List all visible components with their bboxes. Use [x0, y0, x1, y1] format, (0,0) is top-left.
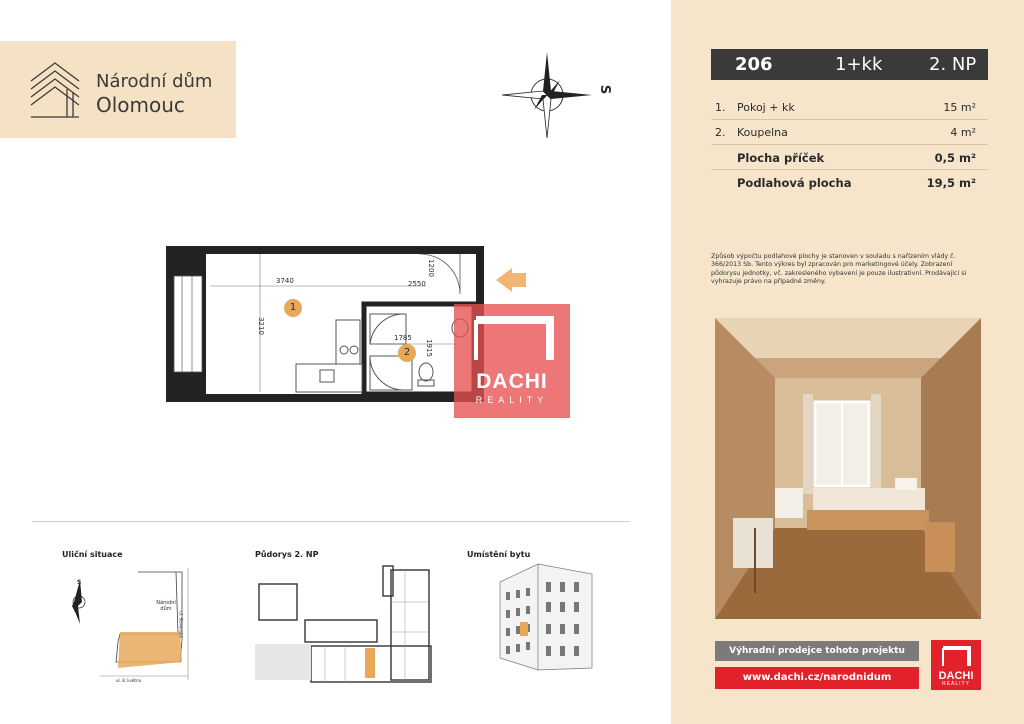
room-marker-1: 1 [284, 299, 302, 317]
total-area: 19,5 m² [926, 176, 976, 190]
room-table [711, 95, 988, 194]
dachi-logo-icon [931, 640, 981, 670]
dim-width-total: 3740 [276, 277, 294, 285]
unit-floor: 2. NP [929, 54, 977, 75]
watermark-sub: REALITY [475, 395, 549, 405]
location-title: Umístění bytu [467, 550, 531, 559]
dim-bath-height: 1915 [424, 339, 433, 357]
compass-north-label: S [597, 84, 613, 95]
total-area: 0,5 m² [934, 151, 976, 165]
building-logo-icon [27, 59, 83, 121]
exclusive-seller-banner: Výhradní prodejce tohoto projektu [715, 641, 919, 661]
dim-width-part: 2550 [408, 280, 426, 288]
room-number: 1. [715, 101, 726, 114]
total-name: Podlahová plocha [737, 176, 852, 190]
building-facade-drawing [498, 562, 598, 672]
street-bottom-label: ul. 8. května [116, 678, 141, 683]
interior-photo [715, 318, 981, 619]
street-situation-map [60, 562, 200, 692]
room-name: Koupelna [737, 126, 788, 139]
room-row [711, 95, 988, 120]
room-row [711, 120, 988, 145]
location-map [498, 562, 598, 692]
room-name: Pokoj + kk [737, 101, 795, 114]
info-panel [671, 0, 1024, 724]
brand-name-line1: Národní dům [96, 71, 213, 92]
unit-number: 206 [735, 54, 773, 75]
total-row [711, 170, 988, 194]
street-building-label: Národní dům [156, 600, 176, 612]
compass-rose [500, 50, 620, 140]
legal-note: Způsob výpočtu podlahové plochy je stanoven v souladu s nařízením vlády č. 366/2013 Sb. Tento výkres byl zpracován pro marketingové účely. Zobrazení půdorysu jednotky, vč. zakresleného vybavení je pouze ilustrativní. Prodávající si vyhrazuje právo na případné změny. [711, 253, 967, 286]
total-row [711, 145, 988, 170]
compass-icon [500, 50, 620, 140]
total-name: Plocha příček [737, 151, 825, 165]
floor-plan-mini-drawing [255, 562, 435, 692]
unit-type: 1+kk [835, 54, 883, 75]
unit-header [711, 49, 988, 80]
watermark-name: DACHI [476, 370, 548, 393]
website-link[interactable]: www.dachi.cz/narodnidum [715, 667, 919, 689]
room-number: 2. [715, 126, 726, 139]
street-situation-title: Uliční situace [62, 550, 123, 559]
room-marker-2: 2 [398, 344, 416, 362]
room-area: 15 m² [943, 101, 976, 114]
brand-logo [0, 41, 236, 138]
brand-name-line2: Olomouc [96, 93, 185, 117]
dachi-logo-name: DACHI [938, 670, 974, 682]
divider [32, 521, 630, 522]
dachi-logo [931, 640, 981, 690]
street-north-label: S [77, 579, 82, 586]
dim-bath-width: 1785 [394, 334, 412, 342]
floor-plan-mini-map [255, 562, 435, 692]
floor-plan-mini-title: Půdorys 2. NP [255, 550, 319, 559]
watermark-frame-icon [454, 304, 570, 364]
dachi-watermark [454, 304, 570, 418]
room-area: 4 m² [950, 126, 976, 139]
street-right-label: ul. Slovenská [178, 611, 184, 638]
dim-door: 1200 [426, 259, 435, 277]
dachi-logo-sub: REALITY [942, 681, 970, 687]
dim-height: 3210 [256, 317, 265, 335]
interior-render-image [715, 318, 981, 619]
